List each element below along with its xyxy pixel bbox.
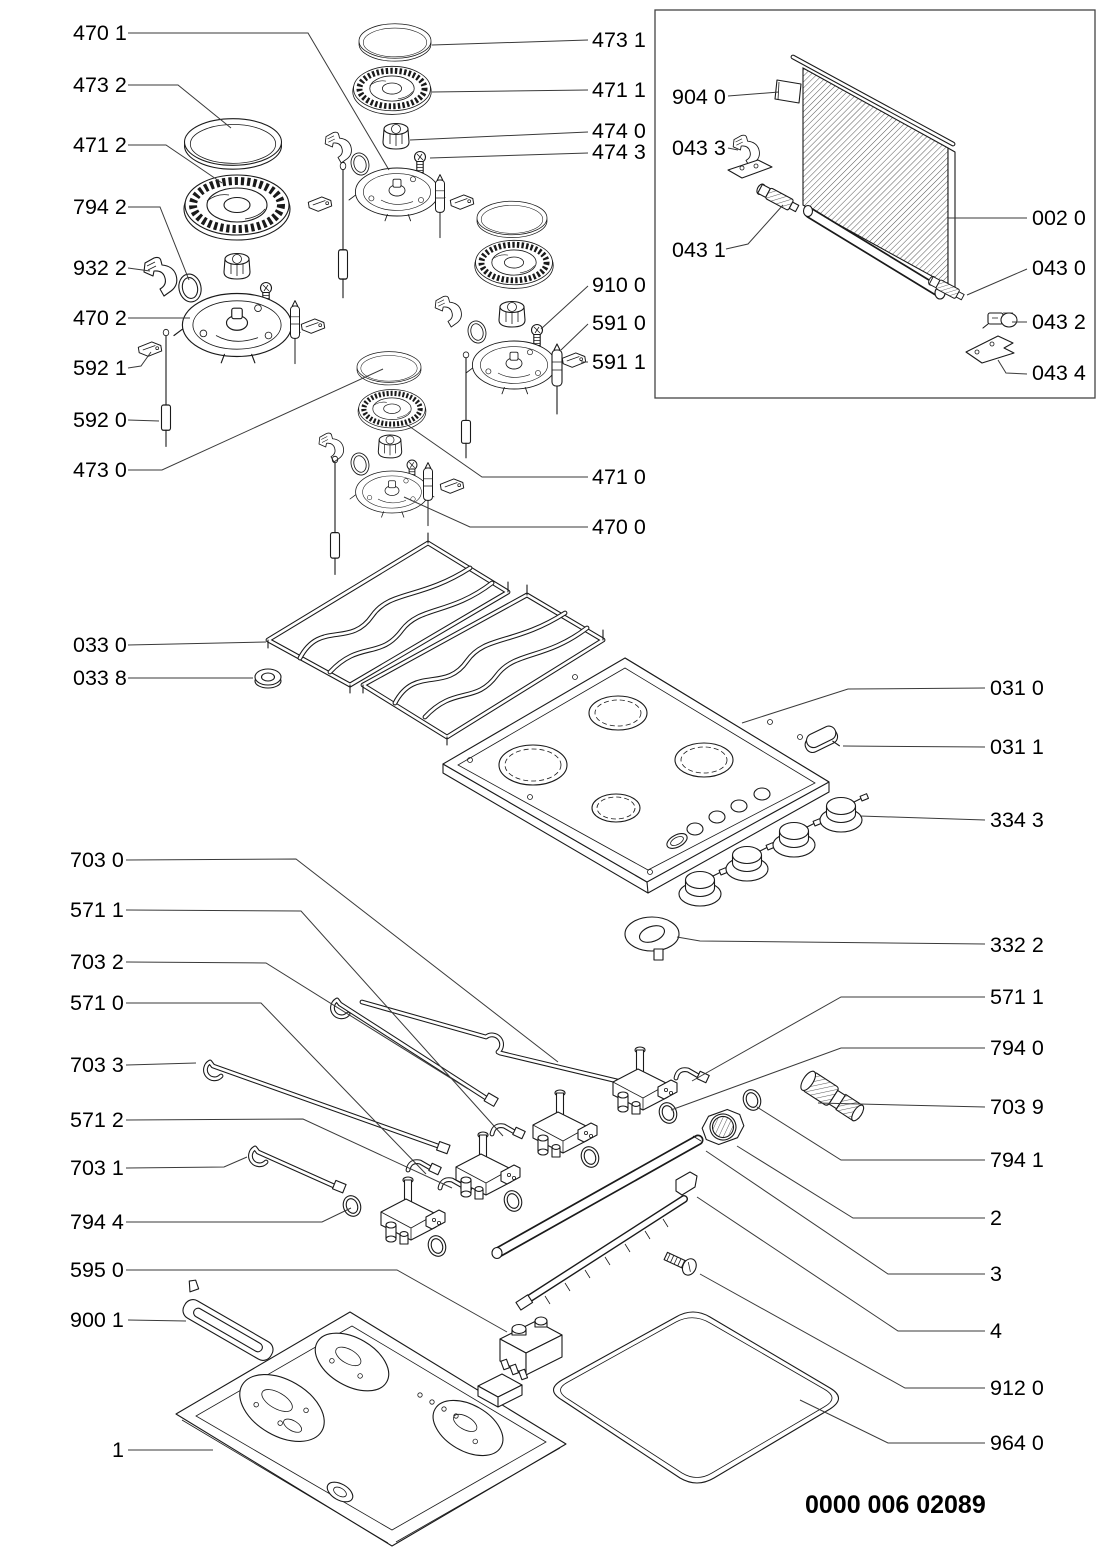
retainer-clip <box>308 197 331 211</box>
radiator-panel-002-0 <box>793 57 955 299</box>
part-label-571-0: 571 0 <box>70 991 124 1015</box>
gasket-seal-964-0 <box>554 1312 839 1483</box>
part-label-002-0: 002 0 <box>1032 206 1086 230</box>
burner-head <box>475 240 553 288</box>
inlet-stub-571-1 <box>492 1126 525 1139</box>
burner-cap <box>477 201 547 237</box>
elbow-fitting-703-9 <box>798 1069 867 1124</box>
venturi-nut <box>499 302 525 328</box>
gas-tube-703-1 <box>250 1148 346 1193</box>
bracket-plate-043-4 <box>966 336 1014 363</box>
venturi-nut <box>224 254 250 280</box>
burner-base-470-2 <box>174 294 300 363</box>
ignition-electrode-592-0 <box>162 329 171 446</box>
part-label-703-9: 703 9 <box>990 1095 1044 1119</box>
spark-generator-595-0 <box>500 1317 562 1380</box>
part-label-3: 3 <box>990 1262 1002 1286</box>
leader-line-043-1 <box>726 205 783 249</box>
control-knob <box>726 843 774 881</box>
retainer-clip <box>450 195 473 209</box>
holder-043-2 <box>983 313 1017 328</box>
injector-bracket-043-3 <box>728 135 772 178</box>
leader-line-592-0 <box>128 420 159 421</box>
leader-line-031-1 <box>843 746 985 747</box>
part-label-031-0: 031 0 <box>990 676 1044 700</box>
part-label-473-1: 473 1 <box>592 28 646 52</box>
seal-ring-794-2 <box>176 272 203 304</box>
part-label-473-0: 473 0 <box>73 458 127 482</box>
part-label-471-0: 471 0 <box>592 465 646 489</box>
part-label-932-2: 932 2 <box>73 256 127 280</box>
part-label-474-0: 474 0 <box>592 119 646 143</box>
part-label-910-0: 910 0 <box>592 273 646 297</box>
control-knob <box>820 794 868 832</box>
leader-line-2 <box>737 1146 985 1218</box>
part-label-794-1: 794 1 <box>990 1148 1044 1172</box>
leader-line-473-1 <box>432 40 588 45</box>
leader-line-571-1 <box>692 997 985 1081</box>
leader-line-471-1 <box>432 90 588 92</box>
leader-line-703-1 <box>126 1157 247 1168</box>
part-label-794-0: 794 0 <box>990 1036 1044 1060</box>
ignition-button-332-2 <box>625 917 679 960</box>
label-sticker-904-0 <box>775 80 801 103</box>
part-label-595-0: 595 0 <box>70 1258 124 1282</box>
seal-ring <box>349 151 372 177</box>
clamp-bracket <box>325 132 351 163</box>
burner-cap-473-1 <box>359 24 431 61</box>
gas-tube-703-3 <box>205 1062 450 1154</box>
clamp-bracket <box>435 296 461 327</box>
leader-line-033-0 <box>128 642 266 645</box>
part-label-571-2: 571 2 <box>70 1108 124 1132</box>
leader-line-474-3 <box>430 153 588 158</box>
seal-ring-794-4 <box>340 1193 363 1219</box>
part-label-1: 1 <box>112 1438 124 1462</box>
part-label-794-4: 794 4 <box>70 1210 124 1234</box>
leader-line-3 <box>706 1151 985 1274</box>
leader-line-900-1 <box>128 1320 186 1321</box>
valve-seal-ring <box>578 1144 601 1170</box>
thermocouple <box>291 301 300 364</box>
leader-line-474-0 <box>410 132 588 140</box>
part-label-592-1: 592 1 <box>73 356 127 380</box>
part-label-471-2: 471 2 <box>73 133 127 157</box>
grommet-033-8 <box>255 669 281 688</box>
leader-line-794-4 <box>126 1208 351 1222</box>
part-label-900-1: 900 1 <box>70 1308 124 1332</box>
part-label-334-3: 334 3 <box>990 808 1044 832</box>
seal-ring <box>349 451 372 477</box>
venturi-nut-474-0 <box>383 124 409 150</box>
clamp-bracket <box>319 433 344 462</box>
part-label-703-0: 703 0 <box>70 848 124 872</box>
leader-line-471-0 <box>406 424 588 477</box>
screw-910-0 <box>532 325 543 346</box>
part-label-912-0: 912 0 <box>990 1376 1044 1400</box>
leader-line-043-4 <box>998 360 1027 374</box>
part-label-592-0: 592 0 <box>73 408 127 432</box>
burner-head-471-0 <box>358 390 426 432</box>
part-label-033-8: 033 8 <box>73 666 127 690</box>
part-label-703-3: 703 3 <box>70 1053 124 1077</box>
burner-head-471-2 <box>184 175 290 240</box>
part-label-043-2: 043 2 <box>1032 310 1086 334</box>
part-label-964-0: 964 0 <box>990 1431 1044 1455</box>
retainer-clip <box>301 319 324 333</box>
burner-base-470-0 <box>350 471 434 517</box>
drawing-code: 0000 006 02089 <box>805 1491 986 1519</box>
retainer-clip <box>440 479 463 493</box>
thermocouple-591-0 <box>552 344 562 414</box>
valve-seal-ring-794-0 <box>656 1100 679 1126</box>
burner-base <box>466 341 562 394</box>
burner-head-471-1 <box>353 66 431 114</box>
part-label-470-2: 470 2 <box>73 306 127 330</box>
leader-line-334-3 <box>860 816 985 820</box>
burner-cup-cover-031-1 <box>801 724 842 760</box>
leader-line-703-3 <box>126 1063 196 1065</box>
part-label-033-0: 033 0 <box>73 633 127 657</box>
part-label-474-3: 474 3 <box>592 140 646 164</box>
leader-line-332-2 <box>677 937 985 944</box>
venturi-nut <box>378 435 401 458</box>
burner-cap-473-0 <box>357 352 421 385</box>
valve-seal-ring <box>425 1233 448 1259</box>
leader-line-571-2 <box>126 1119 452 1188</box>
part-label-794-2: 794 2 <box>73 195 127 219</box>
part-label-043-4: 043 4 <box>1032 361 1086 385</box>
control-knob <box>679 868 727 906</box>
leader-line-703-2 <box>126 962 468 1089</box>
burner-cap-473-2 <box>185 119 282 169</box>
seal-ring <box>466 319 489 345</box>
leader-line-470-0 <box>404 497 588 527</box>
part-label-571-1: 571 1 <box>990 985 1044 1009</box>
gas-valve <box>381 1177 445 1244</box>
part-label-4: 4 <box>990 1319 1002 1343</box>
part-label-471-1: 471 1 <box>592 78 646 102</box>
cooktop-panel-031-0 <box>443 658 829 893</box>
union-nut-2 <box>699 1106 747 1148</box>
screw-474-3 <box>415 152 426 173</box>
thermocouple <box>436 175 445 238</box>
part-label-043-1: 043 1 <box>672 238 726 262</box>
leader-line-910-0 <box>541 286 588 329</box>
valve-seal-ring <box>501 1188 524 1214</box>
clamp-bracket-932-2 <box>144 257 177 296</box>
part-label-2: 2 <box>990 1206 1002 1230</box>
leader-line-703-0 <box>126 859 558 1062</box>
part-label-703-2: 703 2 <box>70 950 124 974</box>
leader-line-591-0 <box>561 324 588 350</box>
retainer-clip-591-1 <box>562 353 585 367</box>
part-label-470-0: 470 0 <box>592 515 646 539</box>
leader-line-794-1 <box>757 1107 985 1160</box>
part-label-904-0: 904 0 <box>672 85 726 109</box>
ignition-electrode <box>331 456 340 574</box>
leader-line-595-0 <box>126 1270 507 1332</box>
gas-valve <box>456 1132 520 1199</box>
leader-line-904-0 <box>728 92 779 96</box>
part-label-473-2: 473 2 <box>73 73 127 97</box>
part-label-591-1: 591 1 <box>592 350 646 374</box>
control-knob <box>773 819 821 857</box>
ignition-electrode <box>339 162 348 297</box>
part-label-043-0: 043 0 <box>1032 256 1086 280</box>
leader-line-043-0 <box>967 269 1027 295</box>
leader-line-031-0 <box>742 688 985 723</box>
thermocouple <box>424 463 433 526</box>
screw-912-0 <box>662 1248 699 1277</box>
ignition-electrode <box>462 352 471 458</box>
grill-insert-900-1 <box>173 1278 285 1364</box>
part-label-591-0: 591 0 <box>592 311 646 335</box>
part-label-043-3: 043 3 <box>672 136 726 160</box>
part-label-031-1: 031 1 <box>990 735 1044 759</box>
leader-line-4 <box>697 1197 985 1331</box>
burner-base-470-1 <box>349 168 445 221</box>
inset-detail-box <box>655 10 1095 398</box>
part-label-470-1: 470 1 <box>73 21 127 45</box>
injector-043-1 <box>755 182 800 213</box>
part-label-703-1: 703 1 <box>70 1156 124 1180</box>
leader-line-964-0 <box>800 1400 985 1443</box>
part-label-332-2: 332 2 <box>990 933 1044 957</box>
part-label-571-1: 571 1 <box>70 898 124 922</box>
